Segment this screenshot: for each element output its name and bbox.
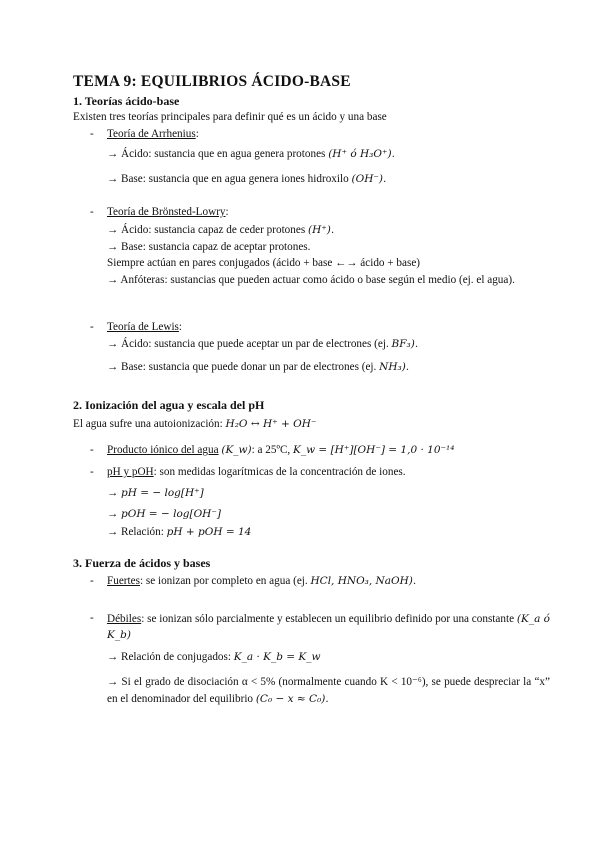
bullet-dash: - [90, 206, 94, 218]
bullet-dash: - [90, 128, 94, 140]
ph-poh-label: pH y pOH [107, 466, 154, 478]
ionic-product: Producto iónico del agua (K_w): a 25ºC, K_w = [H⁺][OH⁻] = 1,0 · 10⁻¹⁴ [107, 444, 455, 456]
bronsted-amphoteric: → Anfóteras: sustancias que pueden actuar como ácido o base según el medio (ej. el agua). [107, 274, 515, 286]
weak-acids: Débiles: se ionizan sólo parcialmente y establecen un equilibrio definido por una constante (K_a ó K_b) [107, 613, 550, 641]
approximation-note: → Si el grado de disociación α < 5% (normalmente cuando K < 10⁻⁶), se puede despreciar la “x” en el denominador del equilibrio (C₀ − x ≈ C₀). [107, 676, 550, 705]
poh-definition: → pOH = − log[OH⁻] [107, 508, 221, 520]
bullet-dash: - [90, 612, 94, 624]
kw-formula: K_w = [H⁺][OH⁻] = 1,0 · 10⁻¹⁴ [293, 444, 455, 456]
ph-relation: → Relación: pH + pOH = 14 [107, 526, 252, 538]
arrhenius-acid-formula: (H⁺ ó H₃O⁺). [328, 148, 395, 160]
arrhenius-label-line: Teoría de Arrhenius: [107, 128, 199, 140]
bullet-dash: - [90, 321, 94, 333]
arrhenius-base: → Base: sustancia que en agua genera iones hidroxilo (OH⁻). [107, 173, 387, 185]
strong-label: Fuertes [107, 575, 140, 587]
bronsted-pairs: Siempre actúan en pares conjugados (ácido + base ←→ ácido + base) [107, 257, 421, 269]
conjugate-relation: → Relación de conjugados: K_a · K_b = K_w [107, 651, 321, 663]
lewis-label: Teoría de Lewis [107, 321, 179, 333]
bullet-dash: - [90, 444, 94, 456]
ph-poh-line: pH y pOH: son medidas logarítmicas de la concentración de iones. [107, 466, 406, 478]
autoionization-formula: H₂O ↔ H⁺ + OH⁻ [225, 418, 317, 430]
bronsted-acid-formula: (H⁺). [307, 224, 335, 236]
lewis-base-formula: NH₃). [379, 361, 410, 373]
arrhenius-label: Teoría de Arrhenius [107, 128, 196, 140]
lewis-acid-formula: BF₃). [391, 338, 419, 350]
section-1-intro: Existen tres teorías principales para definir qué es un ácido y una base [73, 111, 387, 123]
bronsted-label: Teoría de Brönsted-Lowry [107, 206, 226, 218]
water-autoionization: El agua sufre una autoionización: H₂O ↔ H⁺ + OH⁻ [73, 418, 317, 430]
bronsted-base: → Base: sustancia capaz de aceptar protones. [107, 241, 311, 253]
page-title: TEMA 9: EQUILIBRIOS ÁCIDO-BASE [73, 73, 351, 90]
weak-label: Débiles [107, 613, 142, 625]
bullet-dash: - [90, 575, 94, 587]
arrhenius-base-formula: (OH⁻). [351, 173, 387, 185]
arrhenius-acid: → Ácido: sustancia que en agua genera protones (H⁺ ó H₃O⁺). [107, 148, 395, 160]
section-1-heading: 1. Teorías ácido-base [73, 94, 180, 108]
bronsted-acid: → Ácido: sustancia capaz de ceder protones (H⁺). [107, 224, 335, 236]
lewis-label-line: Teoría de Lewis: [107, 321, 183, 333]
section-3-heading: 3. Fuerza de ácidos y bases [73, 556, 211, 570]
lewis-acid: → Ácido: sustancia que puede aceptar un par de electrones (ej. BF₃). [107, 338, 419, 350]
section-2-heading: 2. Ionización del agua y escala del pH [73, 398, 265, 412]
ionic-product-label: Producto iónico del agua [107, 444, 219, 456]
ph-definition: → pH = − log[H⁺] [107, 487, 204, 499]
bullet-dash: - [90, 466, 94, 478]
strong-acids: Fuertes: se ionizan por completo en agua (ej. HCl, HNO₃, NaOH). [107, 575, 417, 587]
lewis-base: → Base: sustancia que puede donar un par de electrones (ej. NH₃). [107, 361, 410, 373]
bronsted-label-line: Teoría de Brönsted-Lowry: [107, 206, 229, 218]
